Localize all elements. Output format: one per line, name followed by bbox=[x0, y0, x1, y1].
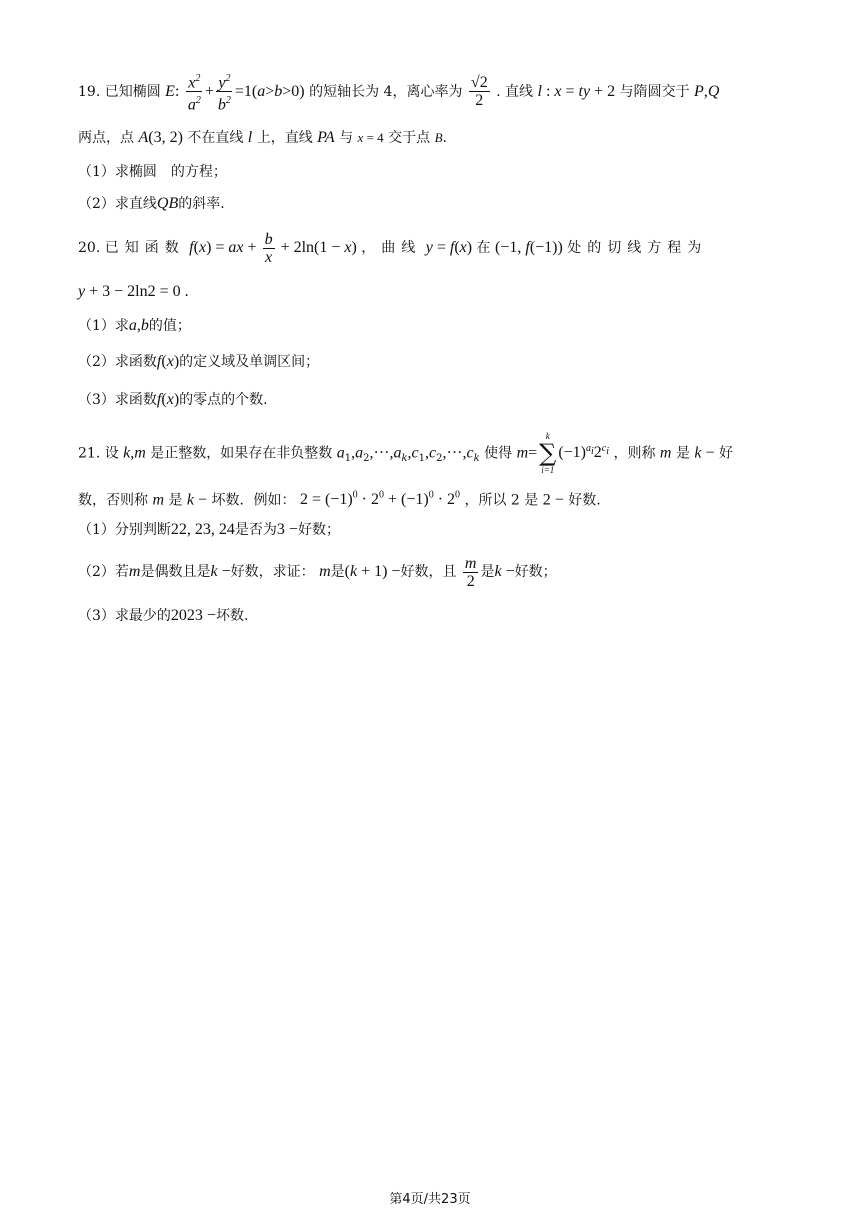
q20-line2: y + 3 − 2ln2 = 0 . bbox=[78, 283, 189, 300]
q20-text: 的值； bbox=[148, 318, 191, 334]
q21-text: 好 bbox=[718, 445, 733, 462]
q19-text: 不在直线 bbox=[187, 130, 244, 146]
q21-text: ，所以 2 是 bbox=[464, 492, 539, 509]
q21-text: 数，否则称 bbox=[78, 492, 148, 509]
q21-text: （3）求最少的 bbox=[78, 608, 171, 624]
q21-text: 好数，求证： bbox=[230, 564, 315, 580]
ellipse-equation: E bbox=[165, 82, 175, 100]
q20-text: 处的切线方程为 bbox=[567, 240, 708, 256]
q21-text: 坏数. bbox=[215, 608, 249, 624]
q21-text: 好数. bbox=[568, 492, 601, 509]
q20-text: 在 bbox=[476, 240, 491, 256]
q21-text: 设 bbox=[104, 445, 119, 462]
q20-text: （3）求函数 bbox=[78, 392, 157, 408]
q19-text: 交于点 bbox=[388, 130, 431, 146]
q21-part3: （3）求最少的2023 −坏数. bbox=[78, 607, 249, 624]
q19-text: 与 bbox=[339, 130, 354, 146]
point-a: A bbox=[138, 129, 149, 146]
q21-text: 是 bbox=[480, 564, 495, 580]
q21-text: 坏数．例如： bbox=[211, 492, 296, 509]
q20-part1: （1）求a,b的值； bbox=[78, 317, 191, 334]
q21-text: 是 bbox=[330, 564, 345, 580]
q19-number: 19. bbox=[78, 83, 101, 100]
q21-text: 是偶数且是 bbox=[140, 564, 211, 580]
q21-part2: （2）若m是偶数且是k −好数，求证： m是(k + 1) −好数，且 $\frac{m}{2}$ 是k −好数； bbox=[78, 554, 557, 590]
q20-part2: （2）求函数f(x)的定义域及单调区间； bbox=[78, 353, 320, 370]
q19-text: 已知椭圆 bbox=[104, 83, 161, 100]
q19-line1: 19. 已知椭圆 E: $\frac{x^2}{a^2}$ + $\frac{y^2}{b^2}$ =1(a>b>0) 的短轴长为 4，离心率为 $\frac{√2}{2}$ . 直线 l : x = ty + 2 与隋圆交于 P,Q bbox=[78, 70, 719, 114]
q21-number: 21. bbox=[78, 445, 101, 462]
eccentricity-fraction: $\frac{√2}{2}$ bbox=[470, 74, 488, 110]
line-l-equation: l bbox=[537, 82, 542, 100]
summation-symbol: k ∑ i=1 bbox=[539, 431, 557, 476]
q20-text: ，曲线 bbox=[361, 240, 422, 256]
page-footer: 第4页/共23页 bbox=[389, 1192, 471, 1207]
q20-part3: （3）求函数f(x)的零点的个数. bbox=[78, 391, 268, 408]
q20-line1: 20. 已知函数 f(x) = ax + $\frac{b}{x}$ + 2ln(1 − x) ，曲线 y = f(x) 在 (−1, f(−1)) 处的切线方程为 bbox=[78, 230, 708, 266]
q19-text: . 直线 bbox=[496, 83, 534, 100]
example-equation: $2 = (-1)^0 \cdot 2^0 + (-1)^0 \cdot 2^0$ bbox=[299, 490, 461, 509]
q20-text: 的定义域及单调区间； bbox=[179, 354, 320, 370]
q20-number: 20. bbox=[78, 240, 101, 256]
q21-line2: 数，否则称 m 是 k − 坏数．例如： $2 = (-1)^0 \cdot 2^0 + (-1)^0 \cdot 2^0$ ，所以 2 是 2 − 好数. bbox=[78, 490, 601, 509]
q19-text: 两点，点 bbox=[78, 130, 134, 146]
fraction-y2-b2: $\frac{y^2}{b^2}$ bbox=[216, 70, 233, 114]
q19-part2: （2）求直线QB的斜率. bbox=[78, 195, 225, 212]
q21-text: 好数，且 bbox=[400, 564, 457, 580]
q19-line2: 两点，点 A(3, 2) 不在直线 l 上，直线 PA 与 x = 4 交于点 B. bbox=[78, 129, 447, 146]
q19-text: 的斜率. bbox=[178, 196, 225, 212]
q19-part1: （1）求椭圆 的方程； bbox=[78, 164, 227, 180]
q21-text: 是 bbox=[675, 445, 690, 462]
q21-text: 是否为 bbox=[234, 522, 277, 538]
q19-text: 上，直线 bbox=[256, 130, 313, 146]
sum-definition: m bbox=[516, 444, 529, 462]
q19-text: . bbox=[442, 130, 447, 146]
q21-line1: 21. 设 k,m 是正整数，如果存在非负整数 $a_1,a_2,\cdot\cdot\cdot,a_k,c_1,c_2,\cdot\cdot\cdot,c_k$ 使得 m= k ∑ i=1 $(-1)^{a_i}2^{c_i}$ ，则称 m 是 k − 好 bbox=[78, 431, 733, 476]
fraction-b-x: $\frac{b}{x}$ bbox=[264, 230, 273, 266]
q20-text: 已知函数 bbox=[104, 240, 185, 256]
q20-text: 的零点的个数. bbox=[179, 392, 268, 408]
tangent-equation: y bbox=[78, 283, 86, 300]
q21-text: 使得 bbox=[484, 445, 513, 462]
q19-text: （2）求直线 bbox=[78, 196, 157, 212]
q21-text: （1）分别判断 bbox=[78, 522, 171, 538]
function-f: f bbox=[189, 239, 194, 256]
q21-text: 是正整数，如果存在非负整数 bbox=[150, 445, 333, 462]
q21-text: 好数； bbox=[514, 564, 557, 580]
fraction-x2-a2: $\frac{x^2}{a^2}$ bbox=[186, 70, 203, 114]
q21-text: ，则称 bbox=[613, 445, 656, 462]
fraction-m-2: $\frac{m}{2}$ bbox=[464, 554, 477, 590]
q21-text: 好数； bbox=[297, 522, 340, 538]
points-pq: P bbox=[694, 82, 704, 100]
q21-text: （2）若 bbox=[78, 564, 129, 580]
q19-text: 的短轴长为 4，离心率为 bbox=[309, 83, 463, 100]
q21-text: 是 bbox=[168, 492, 183, 509]
q19-text: 与隋圆交于 bbox=[619, 83, 690, 100]
q20-text: （1）求 bbox=[78, 318, 129, 334]
q21-part1: （1）分别判断22, 23, 24是否为3 −好数； bbox=[78, 521, 340, 538]
q20-text: （2）求函数 bbox=[78, 354, 157, 370]
